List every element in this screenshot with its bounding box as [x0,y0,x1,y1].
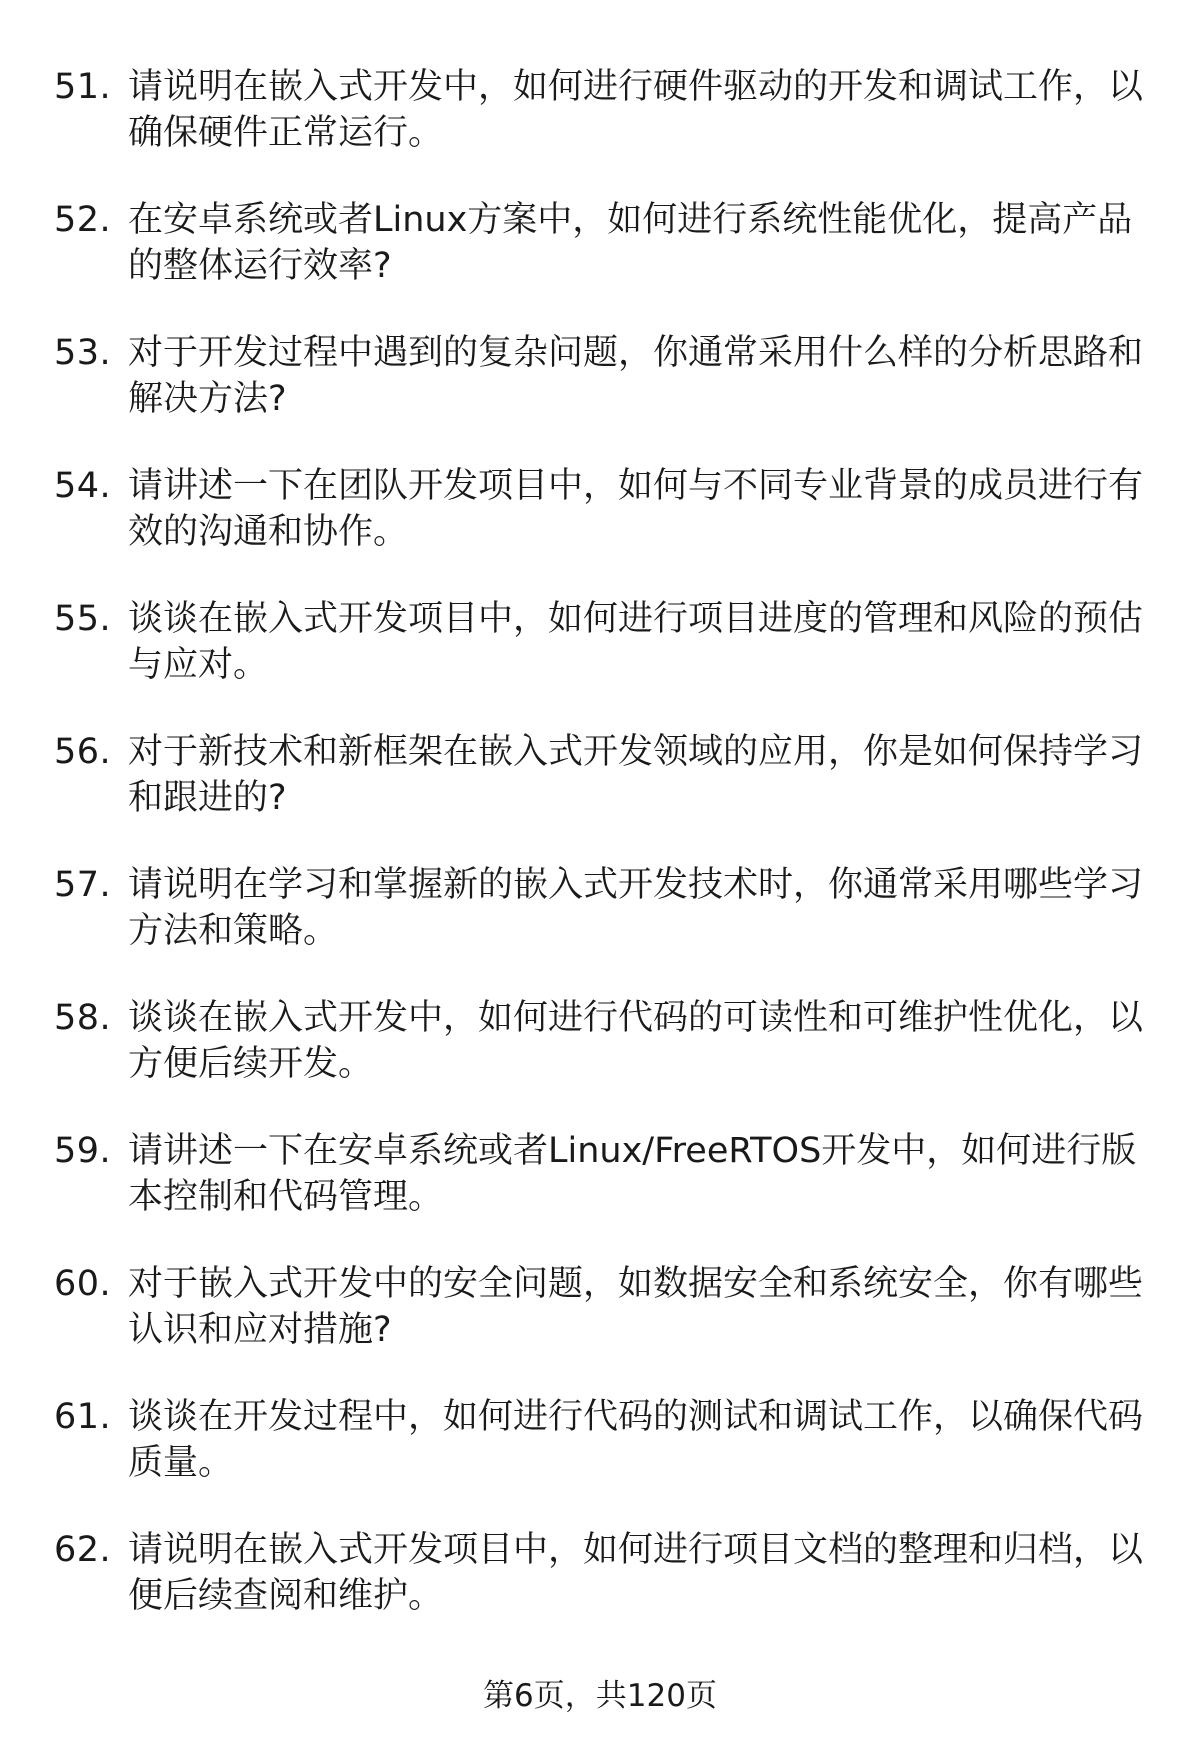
question-number: 56. [54,732,112,772]
question-item [0,457,1200,590]
question-text: 请讲述一下在安卓系统或者Linux/FreeRTOS开发中，如何进行版本控制和代码管理。 [128,1131,1137,1217]
question-number: 54. [54,466,112,506]
question-number: 60. [54,1264,112,1304]
question-item [0,989,1200,1122]
question-text: 谈谈在嵌入式开发项目中，如何进行项目进度的管理和风险的预估与应对。 [128,599,1144,685]
question-text: 请讲述一下在团队开发项目中，如何与不同专业背景的成员进行有效的沟通和协作。 [128,466,1144,552]
question-item [0,723,1200,856]
question-item [0,856,1200,989]
question-text: 对于嵌入式开发中的安全问题，如数据安全和系统安全，你有哪些认识和应对措施? [128,1264,1144,1350]
question-number: 51. [54,67,112,107]
question-item [0,191,1200,324]
page-number-footer: 第6页，共120页 [483,1678,717,1714]
question-item [0,1388,1200,1521]
question-item [0,1521,1200,1654]
question-text: 谈谈在开发过程中，如何进行代码的测试和调试工作，以确保代码质量。 [128,1397,1144,1483]
question-text: 谈谈在嵌入式开发中，如何进行代码的可读性和可维护性优化，以方便后续开发。 [128,998,1144,1084]
question-number: 55. [54,599,112,639]
question-item [0,58,1200,191]
question-text: 请说明在嵌入式开发中，如何进行硬件驱动的开发和调试工作，以确保硬件正常运行。 [128,67,1144,153]
question-number: 62. [54,1530,112,1570]
question-text: 请说明在学习和掌握新的嵌入式开发技术时，你通常采用哪些学习方法和策略。 [128,865,1144,951]
question-list [0,58,1200,1654]
question-number: 57. [54,865,112,905]
question-item [0,1255,1200,1388]
question-item [0,590,1200,723]
question-item [0,324,1200,457]
question-number: 61. [54,1397,112,1437]
question-number: 53. [54,333,112,373]
question-text: 对于新技术和新框架在嵌入式开发领域的应用，你是如何保持学习和跟进的? [128,732,1144,818]
question-number: 58. [54,998,112,1038]
question-text: 对于开发过程中遇到的复杂问题，你通常采用什么样的分析思路和解决方法? [128,333,1144,419]
question-text: 请说明在嵌入式开发项目中，如何进行项目文档的整理和归档，以便后续查阅和维护。 [128,1530,1144,1616]
question-item [0,1122,1200,1255]
question-number: 59. [54,1131,112,1171]
question-text: 在安卓系统或者Linux方案中，如何进行系统性能优化，提高产品的整体运行效率? [128,200,1133,286]
question-number: 52. [54,200,112,240]
